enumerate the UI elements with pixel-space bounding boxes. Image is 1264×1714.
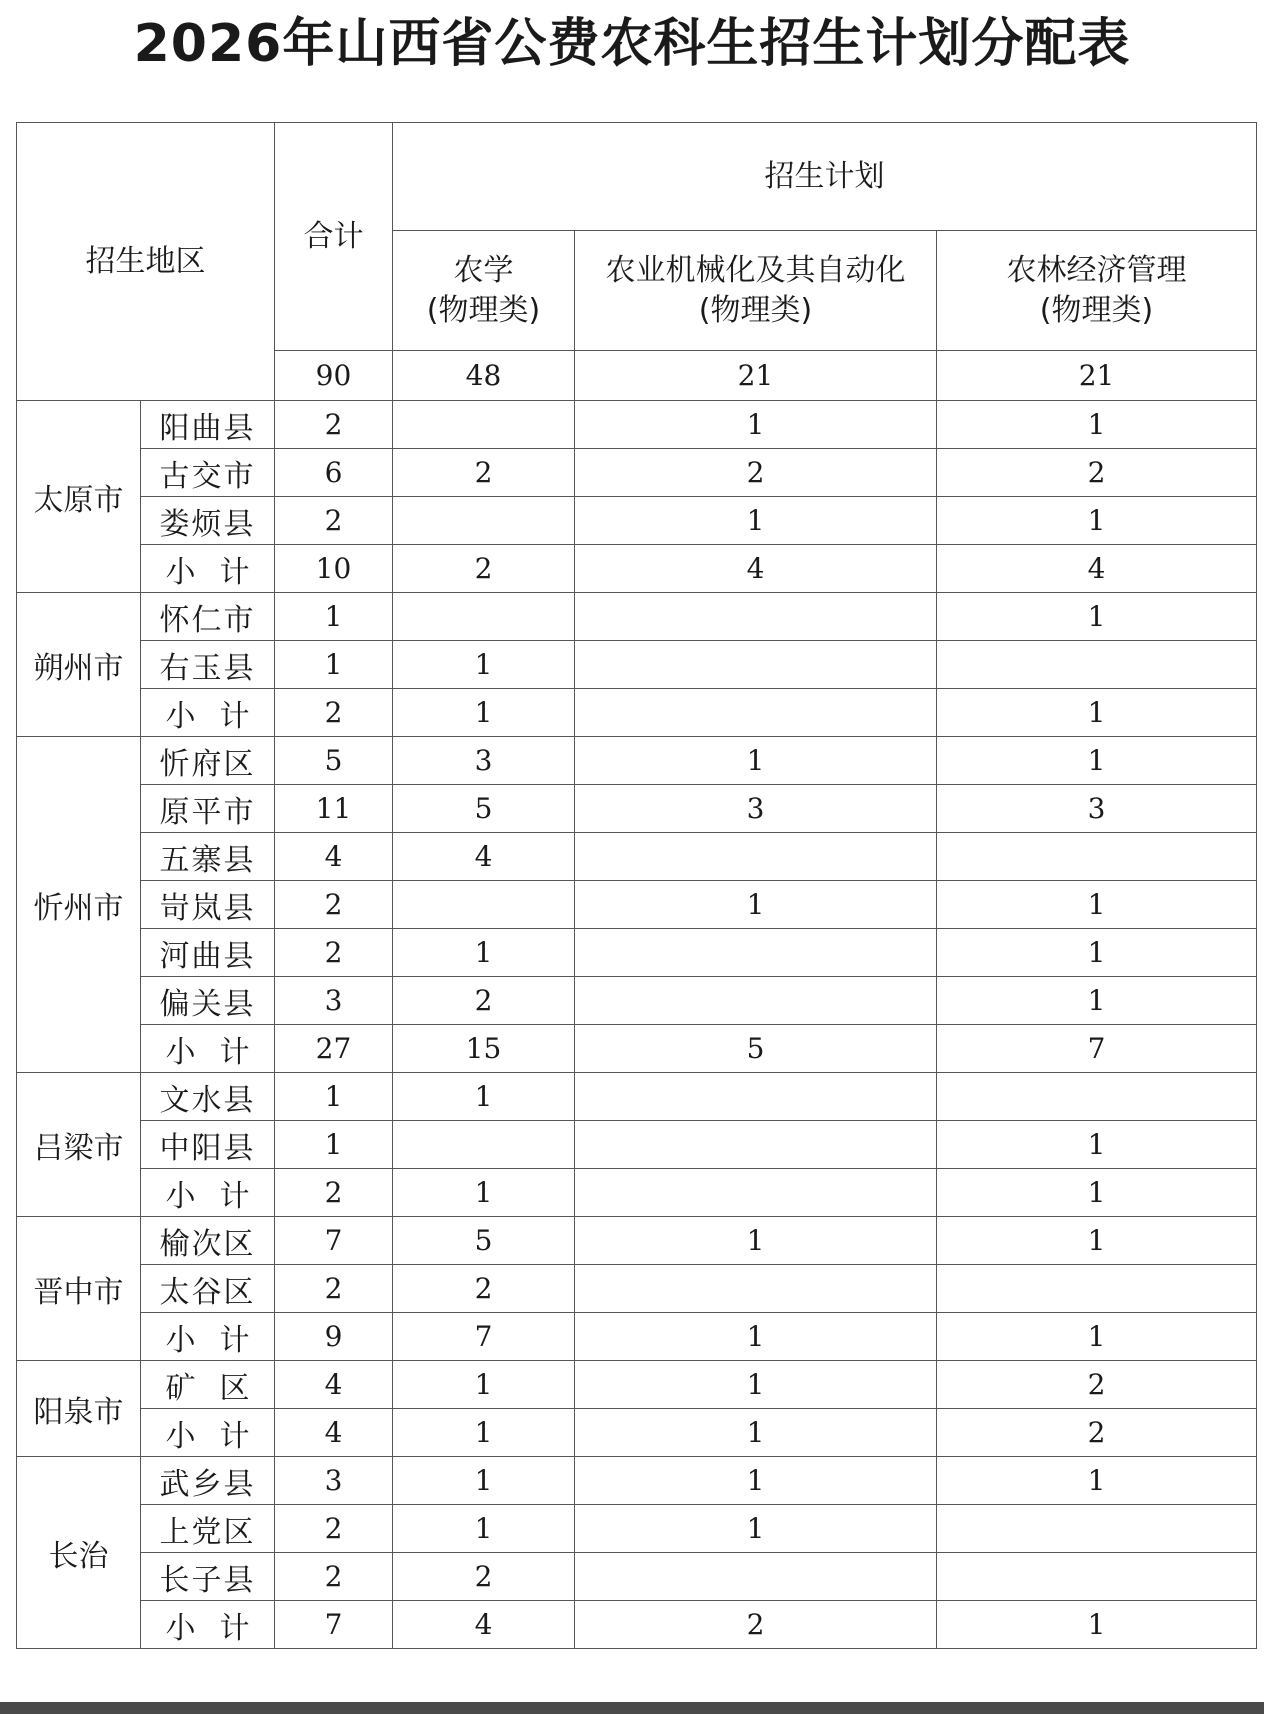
county-cell: 河曲县 — [141, 929, 275, 977]
county-cell: 忻府区 — [141, 737, 275, 785]
value-agronomy: 1 — [393, 1457, 575, 1505]
value-agronomy: 4 — [393, 1601, 575, 1649]
value-mechanization: 1 — [575, 1217, 937, 1265]
value-total: 2 — [275, 1553, 393, 1601]
value-agronomy: 1 — [393, 929, 575, 977]
city-cell: 阳泉市 — [17, 1361, 141, 1457]
value-agronomy: 2 — [393, 449, 575, 497]
subtotal-row — [17, 1025, 1257, 1073]
value-agronomy: 5 — [393, 785, 575, 833]
value-mechanization — [575, 593, 937, 641]
table-row — [17, 401, 1257, 449]
value-agronomy — [393, 1121, 575, 1169]
value-economics: 1 — [937, 689, 1257, 737]
table-row — [17, 833, 1257, 881]
value-economics: 1 — [937, 497, 1257, 545]
value-total: 2 — [275, 497, 393, 545]
value-total: 5 — [275, 737, 393, 785]
value-mechanization: 1 — [575, 1313, 937, 1361]
value-agronomy: 2 — [393, 977, 575, 1025]
table-row — [17, 881, 1257, 929]
value-mechanization — [575, 833, 937, 881]
value-mechanization — [575, 1265, 937, 1313]
value-economics: 1 — [937, 1457, 1257, 1505]
table-row — [17, 1265, 1257, 1313]
value-economics — [937, 1265, 1257, 1313]
value-economics: 1 — [937, 881, 1257, 929]
value-mechanization: 1 — [575, 1361, 937, 1409]
value-agronomy: 1 — [393, 1073, 575, 1121]
value-agronomy: 1 — [393, 689, 575, 737]
value-mechanization — [575, 689, 937, 737]
value-mechanization: 1 — [575, 401, 937, 449]
major-header-economics — [937, 231, 1257, 351]
plan-header: 招生计划 — [393, 123, 1257, 231]
value-agronomy: 2 — [393, 1265, 575, 1313]
value-mechanization: 2 — [575, 449, 937, 497]
major-header-mechanization — [575, 231, 937, 351]
value-mechanization: 3 — [575, 785, 937, 833]
table-row — [17, 449, 1257, 497]
value-mechanization: 1 — [575, 737, 937, 785]
value-economics: 2 — [937, 449, 1257, 497]
value-economics — [937, 833, 1257, 881]
grand-total-economics: 21 — [937, 351, 1257, 401]
value-total: 9 — [275, 1313, 393, 1361]
county-cell: 原平市 — [141, 785, 275, 833]
county-cell: 榆次区 — [141, 1217, 275, 1265]
table-row — [17, 593, 1257, 641]
county-cell: 太谷区 — [141, 1265, 275, 1313]
bottom-bar — [0, 1702, 1264, 1714]
table-row — [17, 785, 1257, 833]
value-economics: 4 — [937, 545, 1257, 593]
value-economics — [937, 1073, 1257, 1121]
county-cell: 右玉县 — [141, 641, 275, 689]
subtotal-row — [17, 1601, 1257, 1649]
table-row — [17, 641, 1257, 689]
grand-total: 90 — [275, 351, 393, 401]
county-cell: 阳曲县 — [141, 401, 275, 449]
major-type: (物理类) — [698, 292, 813, 328]
value-economics: 1 — [937, 1169, 1257, 1217]
value-economics: 3 — [937, 785, 1257, 833]
value-economics: 2 — [937, 1361, 1257, 1409]
major-type: (物理类) — [426, 292, 541, 328]
value-economics: 1 — [937, 1121, 1257, 1169]
value-total: 2 — [275, 689, 393, 737]
value-agronomy: 1 — [393, 1505, 575, 1553]
table-row — [17, 1073, 1257, 1121]
subtotal-row — [17, 1313, 1257, 1361]
table-row — [17, 1121, 1257, 1169]
value-mechanization — [575, 929, 937, 977]
value-agronomy: 7 — [393, 1313, 575, 1361]
value-economics: 2 — [937, 1409, 1257, 1457]
county-cell: 长子县 — [141, 1553, 275, 1601]
value-agronomy: 1 — [393, 1409, 575, 1457]
value-total: 6 — [275, 449, 393, 497]
value-economics — [937, 641, 1257, 689]
table-row — [17, 1457, 1257, 1505]
major-header-agronomy — [393, 231, 575, 351]
value-agronomy: 4 — [393, 833, 575, 881]
value-agronomy: 15 — [393, 1025, 575, 1073]
value-mechanization — [575, 1073, 937, 1121]
value-total: 2 — [275, 1505, 393, 1553]
value-economics: 1 — [937, 1313, 1257, 1361]
value-economics — [937, 1505, 1257, 1553]
city-cell: 太原市 — [17, 401, 141, 593]
value-economics: 1 — [937, 593, 1257, 641]
table-row — [17, 1553, 1257, 1601]
subtotal-row — [17, 689, 1257, 737]
value-total: 2 — [275, 929, 393, 977]
county-cell: 矿区 — [141, 1361, 275, 1409]
value-agronomy — [393, 401, 575, 449]
enrollment-plan-table — [16, 122, 1257, 1649]
value-total: 2 — [275, 1265, 393, 1313]
value-total: 2 — [275, 1169, 393, 1217]
value-economics: 1 — [937, 977, 1257, 1025]
value-total: 3 — [275, 977, 393, 1025]
value-economics — [937, 1553, 1257, 1601]
major-name: 农业机械化及其自动化 — [605, 252, 906, 288]
subtotal-label: 小计 — [141, 545, 275, 593]
county-cell: 岢岚县 — [141, 881, 275, 929]
value-total: 10 — [275, 545, 393, 593]
county-cell: 武乡县 — [141, 1457, 275, 1505]
value-mechanization: 1 — [575, 881, 937, 929]
major-type: (物理类) — [1039, 292, 1154, 328]
subtotal-label: 小计 — [141, 1169, 275, 1217]
value-total: 1 — [275, 593, 393, 641]
city-cell: 晋中市 — [17, 1217, 141, 1361]
value-total: 2 — [275, 401, 393, 449]
county-cell: 怀仁市 — [141, 593, 275, 641]
subtotal-label: 小计 — [141, 1409, 275, 1457]
value-agronomy: 5 — [393, 1217, 575, 1265]
value-economics: 1 — [937, 401, 1257, 449]
value-total: 1 — [275, 1121, 393, 1169]
value-total: 4 — [275, 1361, 393, 1409]
value-total: 4 — [275, 1409, 393, 1457]
value-agronomy: 1 — [393, 641, 575, 689]
county-cell: 上党区 — [141, 1505, 275, 1553]
value-agronomy: 2 — [393, 545, 575, 593]
value-agronomy — [393, 593, 575, 641]
value-mechanization — [575, 641, 937, 689]
value-agronomy: 1 — [393, 1361, 575, 1409]
value-total: 1 — [275, 1073, 393, 1121]
value-total: 11 — [275, 785, 393, 833]
value-total: 7 — [275, 1217, 393, 1265]
subtotal-label: 小计 — [141, 1601, 275, 1649]
value-agronomy — [393, 497, 575, 545]
subtotal-row — [17, 1169, 1257, 1217]
city-cell: 朔州市 — [17, 593, 141, 737]
value-mechanization — [575, 977, 937, 1025]
subtotal-row — [17, 545, 1257, 593]
value-agronomy: 2 — [393, 1553, 575, 1601]
grand-total-agronomy: 48 — [393, 351, 575, 401]
subtotal-row — [17, 1409, 1257, 1457]
value-mechanization: 4 — [575, 545, 937, 593]
value-economics: 1 — [937, 737, 1257, 785]
value-mechanization — [575, 1169, 937, 1217]
county-cell: 古交市 — [141, 449, 275, 497]
value-total: 3 — [275, 1457, 393, 1505]
value-mechanization: 1 — [575, 497, 937, 545]
value-economics: 1 — [937, 929, 1257, 977]
county-cell: 中阳县 — [141, 1121, 275, 1169]
value-economics: 1 — [937, 1601, 1257, 1649]
city-cell: 吕梁市 — [17, 1073, 141, 1217]
major-name: 农林经济管理 — [1006, 252, 1187, 288]
value-mechanization: 2 — [575, 1601, 937, 1649]
subtotal-label: 小计 — [141, 689, 275, 737]
value-mechanization — [575, 1553, 937, 1601]
value-agronomy: 3 — [393, 737, 575, 785]
value-mechanization: 1 — [575, 1409, 937, 1457]
value-total: 4 — [275, 833, 393, 881]
county-cell: 偏关县 — [141, 977, 275, 1025]
table-row — [17, 1217, 1257, 1265]
county-cell: 五寨县 — [141, 833, 275, 881]
major-name: 农学 — [453, 252, 514, 288]
grand-total-mechanization: 21 — [575, 351, 937, 401]
table-row — [17, 1505, 1257, 1553]
county-cell: 娄烦县 — [141, 497, 275, 545]
value-mechanization: 1 — [575, 1505, 937, 1553]
table-row — [17, 497, 1257, 545]
page-title: 2026年山西省公费农科生招生计划分配表 — [133, 14, 1131, 74]
value-total: 2 — [275, 881, 393, 929]
value-total: 7 — [275, 1601, 393, 1649]
value-agronomy — [393, 881, 575, 929]
table-row — [17, 1361, 1257, 1409]
value-mechanization: 1 — [575, 1457, 937, 1505]
table-row — [17, 737, 1257, 785]
city-cell: 长治 — [17, 1457, 141, 1649]
region-header: 招生地区 — [17, 123, 275, 401]
value-agronomy: 1 — [393, 1169, 575, 1217]
value-total: 1 — [275, 641, 393, 689]
value-economics: 7 — [937, 1025, 1257, 1073]
county-cell: 文水县 — [141, 1073, 275, 1121]
total-header: 合计 — [275, 123, 393, 351]
value-mechanization — [575, 1121, 937, 1169]
table-row — [17, 977, 1257, 1025]
value-economics: 1 — [937, 1217, 1257, 1265]
table-row — [17, 929, 1257, 977]
value-total: 27 — [275, 1025, 393, 1073]
subtotal-label: 小计 — [141, 1313, 275, 1361]
subtotal-label: 小计 — [141, 1025, 275, 1073]
city-cell: 忻州市 — [17, 737, 141, 1073]
value-mechanization: 5 — [575, 1025, 937, 1073]
